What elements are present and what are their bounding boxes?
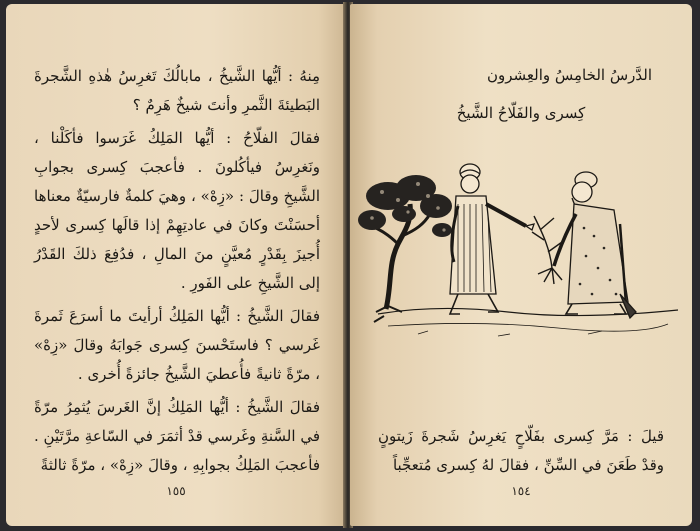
right-page-number: ١٥٤ — [511, 484, 531, 498]
farmer-figure — [554, 172, 636, 318]
story-title: كِسرى والفَلّاحُ الشَّيخُ — [456, 104, 586, 122]
illustration-king-and-farmer — [358, 144, 684, 344]
paragraph-3: فقالَ الشَّيخُ : أيُّها المَلِكُ أرأيتَ ما أسرَعَ ثَمرةَ غَرسي ؟ فاستَحْسنَ كِسرى جَوابَهُ وقالَ «زِهْ» ، مرّةً ثانيةً فأُعطيَ الشَّيخُ جائزةً أُخرى . — [34, 307, 320, 383]
king-figure — [450, 164, 534, 314]
left-page-text — [34, 62, 320, 484]
sapling-drawing — [532, 216, 562, 284]
paragraph-1: مِنهُ : أيُّها الشَّيخُ ، مابالُكَ تَغرِسُ هٰذهِ الشَّجرةَ البَطيئةَ الثَّمرِ وأنتَ شيخٌ هَرِمٌ ؟ — [34, 67, 320, 114]
paragraph-4: فقالَ الشَّيخُ : أيُّها المَلِكُ إنَّ الغَرسَ يُثمِرُ مرّةً في السَّنةِ وغَرسي قدْ أثمَرَ في السّاعةِ مرَّتَيْنِ . فأعجبَ المَلِكُ بجوابِهِ ، وقالَ «زِهْ» ، مرّةً ثالثةً — [34, 398, 320, 474]
lesson-title: الدَّرسُ الخامِسُ والعِشرون — [487, 66, 652, 84]
right-page-text: قيلَ : مَرَّ كِسرى بفَلّاحٍ يَغرِسُ شَجرةَ زَيتونٍ وقدْ طَعَنَ في السِّنِّ ، فقالَ لهُ كِسرى مُتعجِّباً — [378, 427, 664, 474]
left-page-number: ١٥٥ — [166, 484, 186, 498]
right-page — [350, 4, 692, 526]
left-page — [6, 4, 346, 526]
paragraph-2: فقالَ الفلّاحُ : أيُّها المَلِكُ غَرَسوا فأكَلْنا ، ونَغرِسُ فيأكُلونَ . فأعجبَ كِسرى بجوابِ الشَّيخِ وقالَ : «زِهْ» ، وهيَ كلمةٌ فارسيّةٌ معناها أحسَنْتَ وكانَ في عادتِهِمْ إذا قالَها كِسرى لأحدٍ أُجيزَ بِقَدْرٍ مُعيَّنٍ منَ المالِ ، فدُفِعَ ذلكَ القَدْرُ إلى الشَّيخِ على الفَورِ . — [34, 129, 320, 292]
tree-drawing — [358, 175, 452, 322]
